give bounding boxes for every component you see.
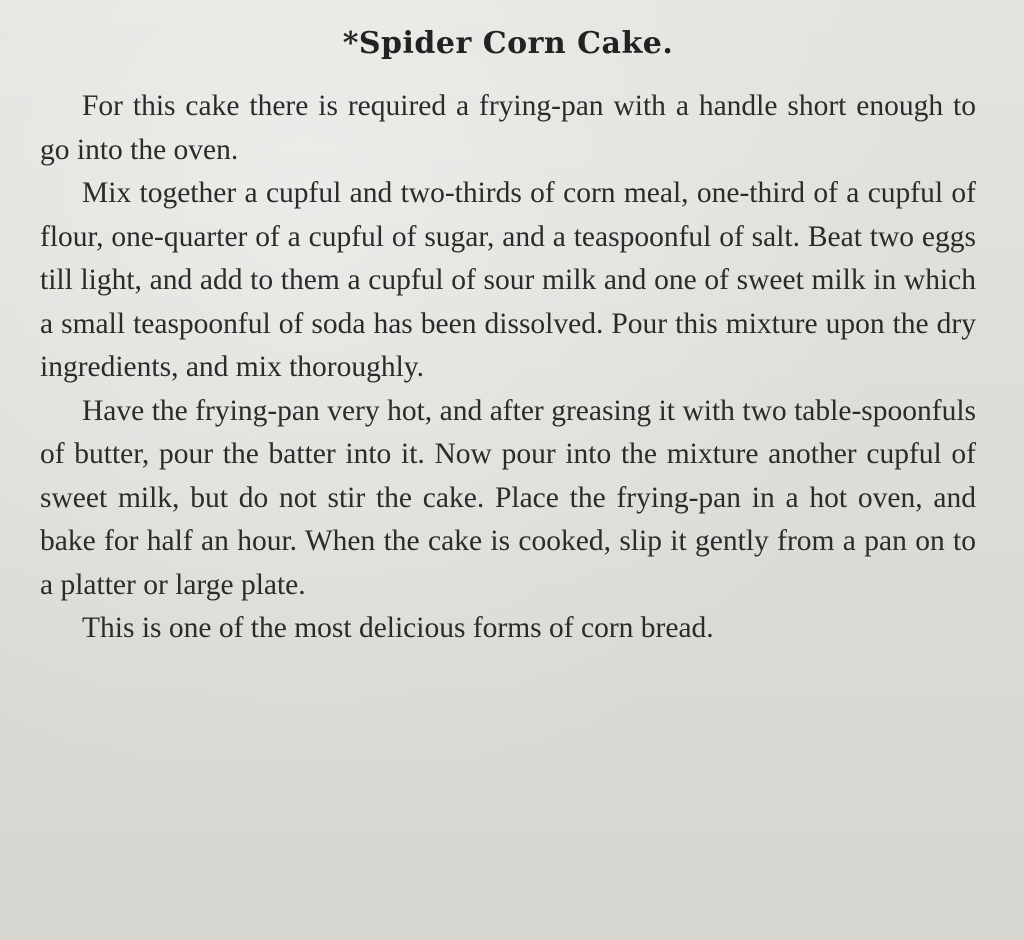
recipe-paragraph-3: Have the frying-pan very hot, and after greasing it with two table-spoonfuls of butter, pour the batter into it. Now pour into the mixture another cupful of sweet milk, but do not stir the cake. Place the frying-pan in a hot oven, and bake for half an hour. When the cake is cooked, slip it gently from a pan on to a platter or large plate.	[40, 394, 976, 601]
recipe-paragraph-4: This is one of the most delicious forms of corn bread.	[82, 612, 714, 644]
recipe-paragraph-1: For this cake there is required a frying-pan with a handle short enough to go into the oven.	[40, 90, 976, 166]
recipe-title: *Spider Corn Cake.	[342, 26, 674, 61]
recipe-content	[40, 26, 976, 651]
recipe-paragraph-2: Mix together a cupful and two-thirds of corn meal, one-third of a cupful of flour, one-quarter of a cupful of sugar, and a teaspoonful of salt. Beat two eggs till light, and add to them a cupful of sour milk and one of sweet milk in which a small teaspoonful of soda has been dissolved. Pour this mixture upon the dry ingredients, and mix thoroughly.	[40, 177, 976, 383]
